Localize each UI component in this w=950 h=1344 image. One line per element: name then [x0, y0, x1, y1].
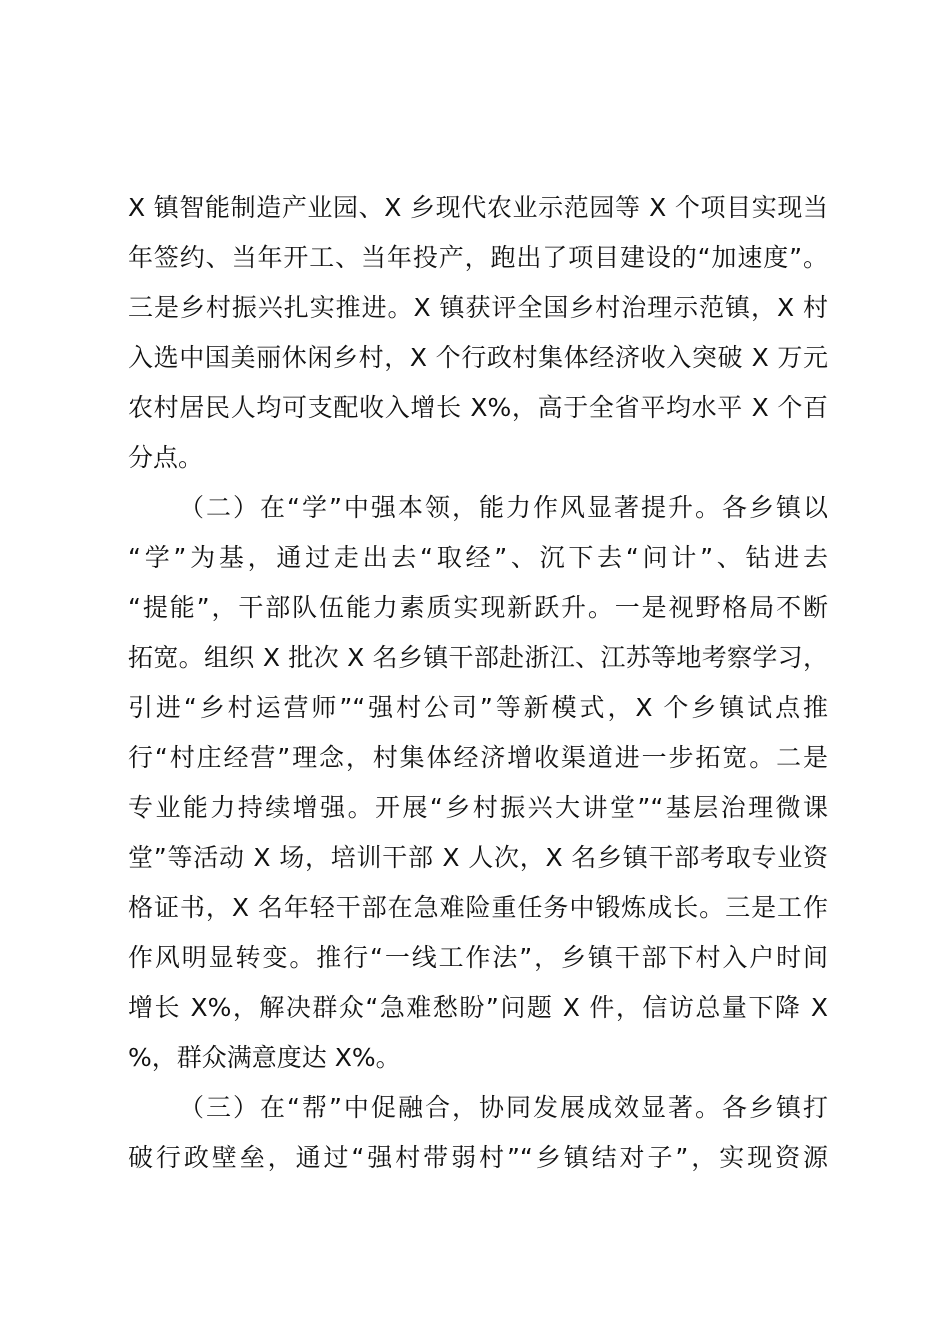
paragraph-1: [128, 183, 828, 483]
text-line: 入选中国美丽休闲乡村，X 个行政村集体经济收入突破 X 万元: [128, 343, 828, 372]
text-line: 引进“乡村运营师”“强村公司”等新模式，X 个乡镇试点推: [128, 693, 828, 722]
text-line: 行“村庄经营”理念，村集体经济增收渠道进一步拓宽。二是: [128, 743, 828, 772]
text-line: “提能”，干部队伍能力素质实现新跃升。一是视野格局不断: [128, 593, 828, 622]
document-body: [128, 183, 828, 1183]
text-line: 专业能力持续增强。开展“乡村振兴大讲堂”“基层治理微课: [128, 793, 828, 822]
text-line: 三是乡村振兴扎实推进。X 镇获评全国乡村治理示范镇，X 村: [128, 293, 828, 322]
text-line: 拓宽。组织 X 批次 X 名乡镇干部赴浙江、江苏等地考察学习，: [128, 643, 828, 672]
text-line: 年签约、当年开工、当年投产，跑出了项目建设的“加速度”。: [128, 243, 828, 272]
text-line: （三）在“帮”中促融合，协同发展成效显著。各乡镇打: [179, 1093, 828, 1122]
text-line: 增长 X%，解决群众“急难愁盼”问题 X 件，信访总量下降 X: [128, 993, 828, 1022]
paragraph-2: [128, 483, 828, 1083]
text-line: %，群众满意度达 X%。: [128, 1043, 401, 1072]
paragraph-3: [128, 1083, 828, 1183]
text-line: （二）在“学”中强本领，能力作风显著提升。各乡镇以: [179, 493, 828, 522]
text-line: 堂”等活动 X 场，培训干部 X 人次，X 名乡镇干部考取专业资: [128, 843, 828, 872]
text-line: 作风明显转变。推行“一线工作法”，乡镇干部下村入户时间: [128, 943, 828, 972]
text-line: 破行政壁垒，通过“强村带弱村”“乡镇结对子”，实现资源: [128, 1143, 828, 1172]
text-line: 分点。: [128, 443, 204, 472]
text-line: “学”为基，通过走出去“取经”、沉下去“问计”、钻进去: [128, 543, 828, 572]
text-line: 农村居民人均可支配收入增长 X%，高于全省平均水平 X 个百: [128, 393, 828, 422]
text-line: 格证书，X 名年轻干部在急难险重任务中锻炼成长。三是工作: [128, 893, 828, 922]
text-line: X 镇智能制造产业园、X 乡现代农业示范园等 X 个项目实现当: [128, 193, 828, 222]
